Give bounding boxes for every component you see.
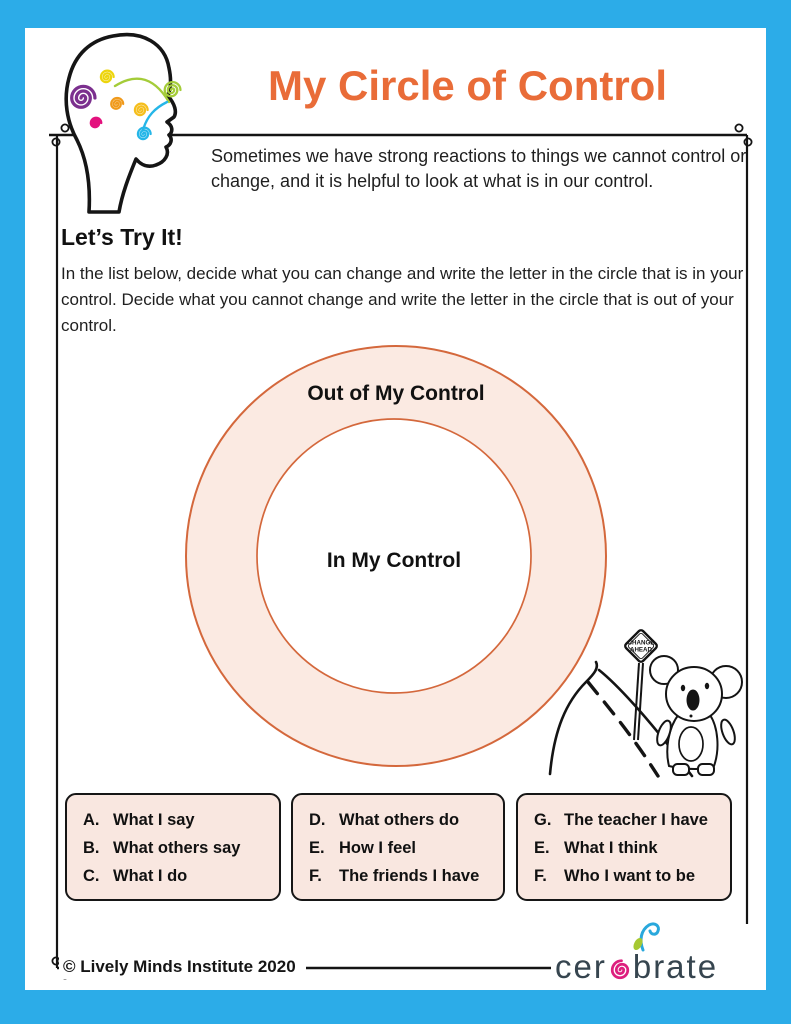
koala-illustration (650, 656, 742, 775)
sign-line2: AHEAD (629, 646, 653, 654)
option-row (309, 867, 503, 886)
footer-copyright: © Lively Minds Institute 2020 (59, 955, 306, 979)
option-text: What I say (113, 811, 195, 829)
page-title: My Circle of Control (267, 62, 668, 109)
option-text: The teacher I have (564, 811, 708, 829)
option-letter: E. (309, 839, 325, 857)
option-row (83, 839, 279, 858)
option-text: What I think (564, 839, 658, 857)
option-row (309, 839, 503, 858)
option-text: What I do (113, 867, 188, 885)
koala-road-illustration (542, 618, 752, 780)
brand-text-post: brate (632, 948, 719, 985)
option-row (534, 811, 730, 830)
option-letter: C. (83, 867, 100, 885)
outer-circle-label: Out of My Control (307, 382, 485, 405)
option-letter: B. (83, 839, 100, 857)
head-outline (66, 35, 175, 212)
option-row (534, 867, 730, 886)
instructions-text: In the list below, decide what you can change and write the letter in the circle that is in your control. Decide what you cannot change and write the letter in the circle that is out of your control. (61, 264, 744, 335)
option-letter: F. (534, 867, 547, 885)
option-letter: A. (83, 811, 100, 829)
intro-text: Sometimes we have strong reactions to things we cannot control or change, and it is helpful to look at what is in our control. (211, 146, 747, 191)
sign-line1: CHANGE (627, 639, 655, 647)
cerebrate-logo (551, 924, 753, 988)
option-letter: F. (309, 867, 322, 885)
green-spiral-icon (165, 82, 181, 96)
option-text: What others say (113, 839, 241, 857)
option-text: How I feel (339, 839, 417, 857)
brand-word (555, 948, 718, 986)
option-row (309, 811, 503, 830)
inner-circle-label: In My Control (326, 549, 462, 572)
option-text: Who I want to be (564, 867, 696, 885)
option-letter: D. (309, 811, 326, 829)
option-row (83, 811, 279, 830)
brand-spiral-e-icon (608, 958, 632, 982)
section-heading: Let’s Try It! (61, 224, 183, 250)
option-letter: G. (534, 811, 552, 829)
option-box-2 (291, 793, 505, 901)
option-box-3 (516, 793, 732, 901)
option-row (83, 867, 279, 886)
option-text: What others do (339, 811, 460, 829)
option-letter: E. (534, 839, 550, 857)
brain-swirls-head-illustration (51, 28, 213, 220)
worksheet-page (25, 28, 766, 990)
brand-text-pre: cer (555, 948, 607, 985)
option-text: The friends I have (339, 867, 480, 885)
change-ahead-sign (624, 629, 658, 740)
option-box-1 (65, 793, 281, 901)
option-row (534, 839, 730, 858)
